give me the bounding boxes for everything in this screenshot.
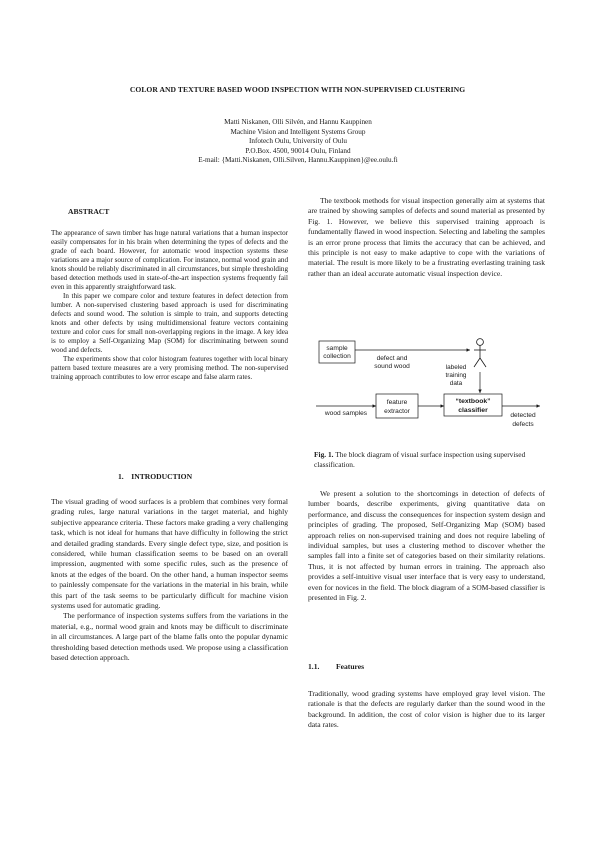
abstract-heading: ABSTRACT [68, 207, 110, 216]
subsection-title: Features [336, 662, 365, 671]
features-body [308, 689, 545, 731]
author-block [150, 118, 446, 166]
detected-defects-label: defects [512, 421, 534, 428]
body-paragraph: We present a solution to the shortcomings in detection of defects of lumber boards, describe experiments, giving quantitative data on performance, and discuss the consequences for inspection system design and principles of grading. The proposed, Self-Organizing Map (SOM) based approach relies on non-supervised training and does not require labeling of individual samples, but uses a clustering method to discover whether the samples fall into a finite set of categories based on their similarity relations. Thus, it is not affected by human errors in training. The approach also provides a self-intuitive visual user interface that is very easy to understand, even for novices in the field. The block diagram of a SOM-based classifier is presented in Fig. 2. [308, 489, 545, 603]
author-email: E-mail: {Matti.Niskanen, Olli.Silven, Hannu.Kauppinen}@ee.oulu.fi [198, 156, 398, 164]
classifier-label: “textbook” [455, 398, 491, 405]
abstract-paragraph: The appearance of sawn timber has huge natural variations that a human inspector easily compensates for in his brain when determining the types of defects and the grade of each board. However, for automatic wood inspection systems these variations are a major source of complication. For instance, normal wood grain and knots should be reliably discriminated in all circumstances, but simple thresholding based detection methods used in state-of-the-art inspection systems frequently fail even in this apparently straightforward task. [51, 229, 289, 291]
author-group: Machine Vision and Intelligent Systems Group [230, 127, 366, 136]
sample-collection-label: sample [326, 345, 348, 352]
right-column-body [308, 489, 545, 603]
body-paragraph: Traditionally, wood grading systems have employed gray level vision. The rationale is that the defects are regularly darker than the sound wood in the background. In addition, the cost of color vision is higher due to its larger data rates. [308, 689, 545, 730]
defect-sound-label: sound wood [374, 363, 410, 370]
caption-label: Fig. 1. [314, 450, 334, 459]
caption-text: The block diagram of visual surface inspection using supervised classification. [314, 450, 526, 469]
abstract-paragraph: The experiments show that color histogram features together with local binary pattern based texture measures are a very promising method. The non-supervised training approach contributes to low error escape and false alarm rates. [51, 355, 288, 381]
subsection-heading-features [308, 662, 364, 671]
feature-extractor-label: feature [386, 399, 408, 406]
wood-samples-label: wood samples [324, 410, 368, 417]
labeled-data-label: labeled [445, 364, 467, 371]
figure-1-block-diagram [312, 336, 548, 436]
abstract-paragraph: In this paper we compare color and texture features in defect detection from lumber. A non-supervised clustering based approach is used for discriminating defects and sound wood. The solution is simple to train, and supports detecting knots and other defects by using multidimensional feature vectors containing texture and color cues for small non-overlapping regions in the image. A key idea is to employ a Self-Organizing Map (SOM) for discriminating between sound wood and defects. [51, 292, 288, 354]
labeled-data-label: data [449, 380, 463, 387]
author-names: Matti Niskanen, Olli Silvén, and Hannu Kauppinen [224, 118, 372, 126]
classifier-label: classifier [458, 407, 488, 414]
right-column-intro [308, 196, 545, 279]
abstract-body [51, 229, 288, 382]
human-inspector-icon [474, 339, 486, 367]
detected-defects-label: detected [510, 412, 536, 419]
sample-collection-label: collection [323, 353, 351, 360]
figure-1-caption [314, 450, 546, 469]
labeled-data-label: training [445, 372, 467, 379]
intro-paragraph: The performance of inspection systems suffers from the variations in the material, e.g., normal wood grain and knots may be difficult to discriminate in all circumstances. A large part of the blame falls onto the popular dynamic thresholding based detection methods used. We propose using a classification based detection approach. [51, 611, 288, 663]
paper-title: COLOR AND TEXTURE BASED WOOD INSPECTION WITH NON-SUPERVISED CLUSTERING [129, 85, 466, 94]
feature-extractor-label: extractor [384, 408, 410, 415]
section-heading-introduction: 1. INTRODUCTION [118, 472, 193, 481]
intro-paragraph: The visual grading of wood surfaces is a problem that combines very formal grading rules, large natural variations in the target material, and highly subjective appearance criteria. These factors make grading a very challenging task, which is not ideal for humans that have difficulty in following the strict and detailed grading standards. Every single defect type, size, and position is considered, while human classification seems to be based on an overall impression, augmented with some specific rules, such as the presence of knots at the edges of the board. On the other hand, a human inspector seems to painlessly compensate for the variations in the material in his brain, while this part of the task seems to be particularly difficult for machine vision systems used for automatic grading. [51, 497, 288, 611]
subsection-number: 1.1. [308, 662, 320, 671]
defect-sound-label: defect and [376, 355, 408, 362]
introduction-body [51, 497, 288, 664]
body-paragraph: The textbook methods for visual inspection generally aim at systems that are trained by showing samples of defects and sound material as presented by Fig. 1. However, we believe this supervised training approach is fundamentally flawed in wood inspection. Selecting and labeling the samples is an error prone process that limits the accuracy that can be achieved, and this principle is not easy to make adaptive to cope with the variations of material. The result is more likely to be a frustrating everlasting training task rather than an ideal accurate automatic visual inspection device. [308, 196, 545, 278]
author-institute: Infotech Oulu, University of Oulu [248, 137, 347, 145]
author-address: P.O.Box. 4500, 90014 Oulu, Finland [245, 146, 351, 155]
